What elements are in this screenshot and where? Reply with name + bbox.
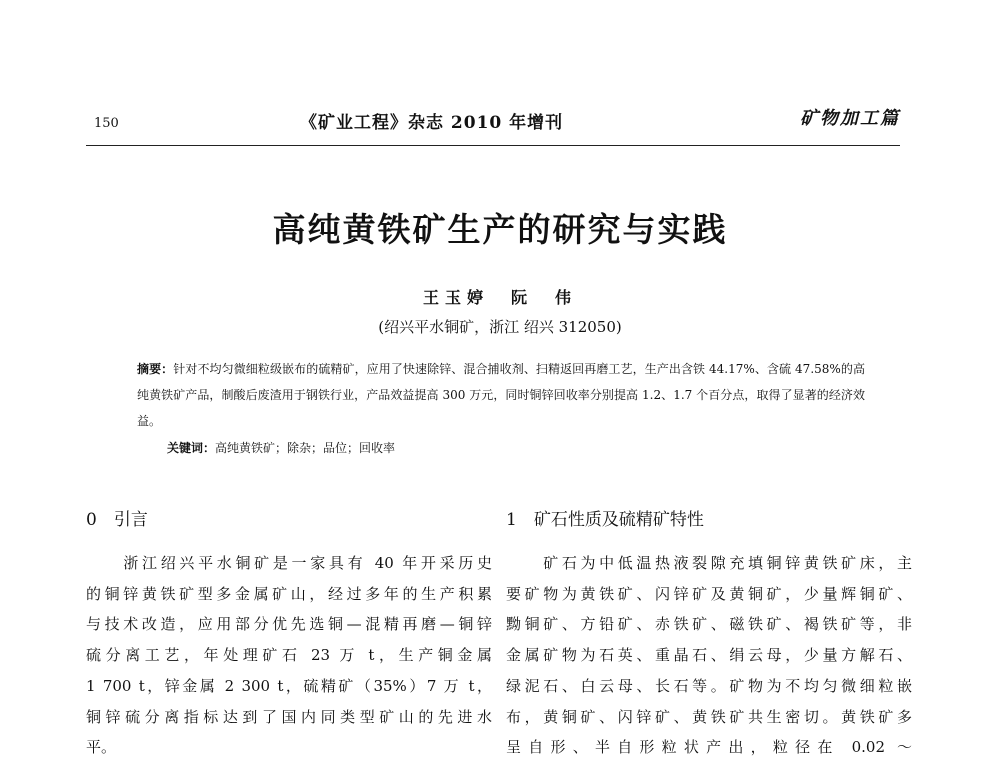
intro-line: 的铜锌黄铁矿型多金属矿山，经过多年的生产积累 bbox=[86, 584, 492, 603]
intro-body bbox=[86, 548, 492, 763]
ore-body bbox=[506, 548, 912, 763]
header-divider bbox=[86, 145, 900, 146]
keywords-text: 高纯黄铁矿；除杂；品位；回收率 bbox=[215, 441, 396, 455]
keywords-label: 关键词： bbox=[167, 441, 216, 455]
abstract bbox=[137, 356, 865, 434]
journal-title: 《矿业工程》杂志 2010 年增刊 bbox=[300, 113, 564, 133]
intro-line: 平。 bbox=[86, 738, 117, 757]
abstract-text: 针对不均匀微细粒级嵌布的硫精矿，应用了快速除锌、混合捕收剂、扫精返回再磨工艺，生产出含铁 44.17%、含硫 47.58%的高纯黄铁矿产品，制酸后废渣用于钢铁行业，产品效益提高 300 万元，同时铜锌回收率分别提高 1.2、1.7 个百分点，取得了显著的经济效益。 bbox=[137, 362, 865, 428]
intro-heading: 0 引言 bbox=[86, 510, 148, 530]
ore-line: 布，黄铜矿、闪锌矿、黄铁矿共生密切。黄铁矿多 bbox=[506, 707, 912, 726]
ore-line: 呈自形、半自形粒状产出，粒径在 0.02 ～ bbox=[506, 738, 912, 757]
ore-line: 金属矿物为石英、重晶石、绢云母，少量方解石、 bbox=[506, 646, 912, 665]
paper-title: 高纯黄铁矿生产的研究与实践 bbox=[272, 210, 728, 249]
intro-line: 与技术改造，应用部分优先选铜—混精再磨—铜锌 bbox=[86, 615, 492, 634]
intro-line: 铜锌硫分离指标达到了国内同类型矿山的先进水 bbox=[86, 707, 492, 726]
page-number: 150 bbox=[94, 116, 119, 131]
affiliation: (绍兴平水铜矿，浙江 绍兴 312050) bbox=[378, 318, 622, 336]
abstract-label: 摘要： bbox=[137, 362, 174, 376]
keywords bbox=[167, 439, 395, 456]
intro-line: 浙江绍兴平水铜矿是一家具有 40 年开采历史 bbox=[86, 554, 492, 572]
authors: 王玉婷 阮 伟 bbox=[422, 288, 577, 307]
ore-heading: 1 矿石性质及硫精矿特性 bbox=[506, 510, 704, 530]
intro-line: 硫分离工艺，年处理矿石 23 万 t，生产铜金属 bbox=[86, 646, 492, 665]
ore-line: 黝铜矿、方铅矿、赤铁矿、磁铁矿、褐铁矿等，非 bbox=[506, 615, 912, 634]
ore-line: 要矿物为黄铁矿、闪锌矿及黄铜矿，少量辉铜矿、 bbox=[506, 584, 912, 603]
section-label: 矿物加工篇 bbox=[800, 108, 900, 129]
intro-line: 1 700 t，锌金属 2 300 t，硫精矿（35%）7 万 t， bbox=[86, 676, 492, 695]
ore-line: 绿泥石、白云母、长石等。矿物为不均匀微细粒嵌 bbox=[506, 676, 912, 695]
ore-line: 矿石为中低温热液裂隙充填铜锌黄铁矿床，主 bbox=[506, 554, 912, 572]
